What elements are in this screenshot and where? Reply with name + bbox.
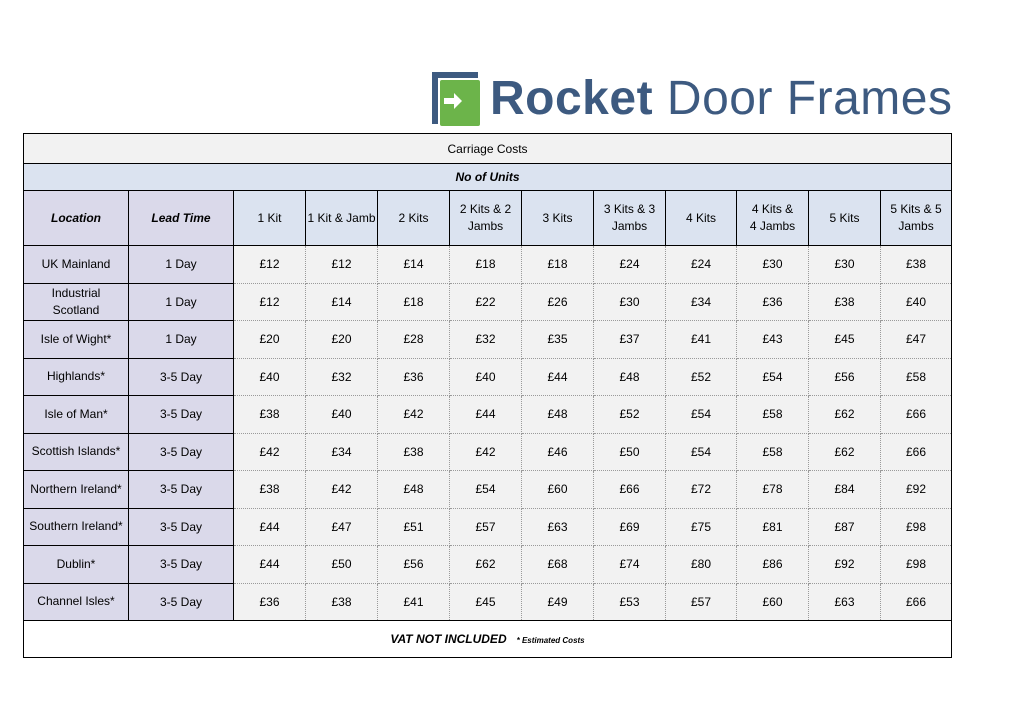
column-header xyxy=(881,191,952,246)
price-cell: £20 xyxy=(306,321,378,359)
price-cell: £98 xyxy=(881,546,952,584)
price-cell: £40 xyxy=(306,396,378,434)
price-cell: £34 xyxy=(666,283,737,321)
cell-line: Jambs xyxy=(898,219,934,233)
price-cell: £41 xyxy=(378,583,450,621)
cell-line: Isle of Wight* xyxy=(40,331,112,346)
lead-time-cell: 1 Day xyxy=(129,283,234,321)
price-cell: £45 xyxy=(809,321,881,359)
cell-line: Highlands* xyxy=(46,369,106,384)
price-cell: £14 xyxy=(378,246,450,284)
price-cell: £66 xyxy=(881,583,952,621)
table-row xyxy=(24,471,952,509)
price-cell: £87 xyxy=(809,508,881,546)
price-cell: £22 xyxy=(450,283,522,321)
units-label: No of Units xyxy=(24,164,952,191)
price-cell: £38 xyxy=(234,396,306,434)
price-cell: £68 xyxy=(522,546,594,584)
price-cell: £43 xyxy=(737,321,809,359)
cell-line: Industrial xyxy=(51,285,101,300)
price-cell: £56 xyxy=(809,358,881,396)
price-cell: £24 xyxy=(594,246,666,284)
cell-line: Scottish Islands* xyxy=(31,444,121,459)
price-cell: £20 xyxy=(234,321,306,359)
footer-row xyxy=(24,621,952,658)
cell-line: 2 Kits & 2 xyxy=(459,202,512,216)
price-cell: £66 xyxy=(881,396,952,434)
price-cell: £46 xyxy=(522,433,594,471)
column-header xyxy=(522,191,594,246)
price-cell: £50 xyxy=(306,546,378,584)
location-cell xyxy=(24,321,129,359)
price-cell: £75 xyxy=(666,508,737,546)
location-cell xyxy=(24,396,129,434)
price-cell: £57 xyxy=(666,583,737,621)
location-cell xyxy=(24,433,129,471)
price-cell: £36 xyxy=(737,283,809,321)
price-cell: £52 xyxy=(666,358,737,396)
location-cell xyxy=(24,283,129,321)
price-cell: £60 xyxy=(522,471,594,509)
location-cell xyxy=(24,358,129,396)
lead-time-cell: 3-5 Day xyxy=(129,546,234,584)
location-cell xyxy=(24,471,129,509)
cell-line: 4 Jambs xyxy=(749,219,796,233)
price-cell: £63 xyxy=(522,508,594,546)
price-cell: £84 xyxy=(809,471,881,509)
cell-line: UK Mainland xyxy=(41,256,111,271)
price-cell: £18 xyxy=(450,246,522,284)
table-row xyxy=(24,583,952,621)
price-cell: £42 xyxy=(378,396,450,434)
price-cell: £51 xyxy=(378,508,450,546)
price-cell: £58 xyxy=(737,433,809,471)
price-cell: £42 xyxy=(234,433,306,471)
header-row xyxy=(24,191,952,246)
table-row xyxy=(24,546,952,584)
table-row xyxy=(24,283,952,321)
estimated-note: * Estimated Costs xyxy=(516,636,585,645)
price-cell: £12 xyxy=(306,246,378,284)
location-cell xyxy=(24,583,129,621)
table-row xyxy=(24,396,952,434)
cell-line: Jambs xyxy=(611,219,648,233)
cell-line: Northern Ireland* xyxy=(30,481,122,496)
brand-name xyxy=(490,68,952,130)
cell-line: 5 Kits & 5 xyxy=(890,202,942,216)
table-row xyxy=(24,246,952,284)
price-cell: £36 xyxy=(378,358,450,396)
price-cell: £32 xyxy=(450,321,522,359)
price-cell: £62 xyxy=(809,396,881,434)
price-cell: £80 xyxy=(666,546,737,584)
cell-line: 1 Kit xyxy=(257,210,282,225)
location-cell xyxy=(24,546,129,584)
door-frame-icon xyxy=(426,68,486,130)
price-cell: £42 xyxy=(450,433,522,471)
location-header: Location xyxy=(24,191,129,246)
price-cell: £86 xyxy=(737,546,809,584)
cell-line: Dublin* xyxy=(56,556,96,571)
cell-line: 4 Kits & xyxy=(751,202,794,216)
brand-name-part1: Rocket xyxy=(490,72,654,125)
price-cell: £18 xyxy=(378,283,450,321)
price-cell: £37 xyxy=(594,321,666,359)
price-cell: £54 xyxy=(737,358,809,396)
price-cell: £35 xyxy=(522,321,594,359)
price-cell: £38 xyxy=(881,246,952,284)
price-cell: £48 xyxy=(522,396,594,434)
cell-line: Jambs xyxy=(467,219,504,233)
table-row xyxy=(24,321,952,359)
price-cell: £14 xyxy=(306,283,378,321)
lead-time-cell: 1 Day xyxy=(129,321,234,359)
lead-time-cell: 3-5 Day xyxy=(129,433,234,471)
price-cell: £30 xyxy=(737,246,809,284)
price-cell: £12 xyxy=(234,246,306,284)
cell-line: 3 Kits xyxy=(542,210,573,225)
location-cell xyxy=(24,508,129,546)
price-cell: £48 xyxy=(594,358,666,396)
column-header xyxy=(737,191,809,246)
lead-time-cell: 3-5 Day xyxy=(129,508,234,546)
price-cell: £81 xyxy=(737,508,809,546)
price-cell: £28 xyxy=(378,321,450,359)
price-cell: £38 xyxy=(306,583,378,621)
price-cell: £47 xyxy=(306,508,378,546)
cell-line: Scotland xyxy=(52,302,100,317)
price-cell: £32 xyxy=(306,358,378,396)
price-cell: £56 xyxy=(378,546,450,584)
price-cell: £40 xyxy=(234,358,306,396)
column-header xyxy=(809,191,881,246)
price-cell: £12 xyxy=(234,283,306,321)
footer-note xyxy=(24,621,952,658)
price-cell: £38 xyxy=(234,471,306,509)
price-cell: £69 xyxy=(594,508,666,546)
price-cell: £30 xyxy=(809,246,881,284)
price-cell: £92 xyxy=(881,471,952,509)
price-cell: £26 xyxy=(522,283,594,321)
lead-time-cell: 3-5 Day xyxy=(129,471,234,509)
lead-time-cell: 3-5 Day xyxy=(129,583,234,621)
price-cell: £36 xyxy=(234,583,306,621)
lead-time-header: Lead Time xyxy=(129,191,234,246)
price-cell: £62 xyxy=(809,433,881,471)
price-cell: £74 xyxy=(594,546,666,584)
lead-time-cell: 3-5 Day xyxy=(129,396,234,434)
column-header xyxy=(450,191,522,246)
cell-line: 4 Kits xyxy=(685,210,716,225)
table-row xyxy=(24,358,952,396)
price-cell: £49 xyxy=(522,583,594,621)
cell-line: 5 Kits xyxy=(829,210,860,225)
price-cell: £40 xyxy=(450,358,522,396)
brand-logo xyxy=(426,68,952,130)
price-cell: £38 xyxy=(809,283,881,321)
price-cell: £52 xyxy=(594,396,666,434)
price-cell: £42 xyxy=(306,471,378,509)
price-cell: £57 xyxy=(450,508,522,546)
price-cell: £34 xyxy=(306,433,378,471)
price-cell: £45 xyxy=(450,583,522,621)
price-cell: £66 xyxy=(594,471,666,509)
price-cell: £50 xyxy=(594,433,666,471)
price-cell: £38 xyxy=(378,433,450,471)
cell-line: Channel Isles* xyxy=(37,594,115,609)
price-cell: £41 xyxy=(666,321,737,359)
price-cell: £24 xyxy=(666,246,737,284)
column-header xyxy=(234,191,306,246)
price-cell: £78 xyxy=(737,471,809,509)
price-cell: £53 xyxy=(594,583,666,621)
cell-line: 1 Kit & Jamb xyxy=(307,210,376,225)
column-header xyxy=(666,191,737,246)
vat-note: VAT NOT INCLUDED xyxy=(390,632,507,646)
table-title: Carriage Costs xyxy=(24,134,952,164)
table-row xyxy=(24,433,952,471)
price-cell: £63 xyxy=(809,583,881,621)
price-cell: £48 xyxy=(378,471,450,509)
lead-time-cell: 3-5 Day xyxy=(129,358,234,396)
cell-line: Isle of Man* xyxy=(44,406,108,421)
location-cell xyxy=(24,246,129,284)
price-cell: £44 xyxy=(234,508,306,546)
column-header xyxy=(594,191,666,246)
column-header xyxy=(306,191,378,246)
price-cell: £30 xyxy=(594,283,666,321)
price-cell: £44 xyxy=(522,358,594,396)
price-cell: £40 xyxy=(881,283,952,321)
price-cell: £98 xyxy=(881,508,952,546)
price-cell: £44 xyxy=(234,546,306,584)
price-cell: £54 xyxy=(666,433,737,471)
cell-line: Southern Ireland* xyxy=(29,519,123,534)
price-cell: £72 xyxy=(666,471,737,509)
price-cell: £60 xyxy=(737,583,809,621)
cell-line: 2 Kits xyxy=(398,210,429,225)
column-header xyxy=(378,191,450,246)
price-cell: £44 xyxy=(450,396,522,434)
brand-name-part2: Door Frames xyxy=(666,72,953,125)
price-cell: £58 xyxy=(881,358,952,396)
table-row xyxy=(24,508,952,546)
lead-time-cell: 1 Day xyxy=(129,246,234,284)
cell-line: 3 Kits & 3 xyxy=(603,202,656,216)
price-cell: £47 xyxy=(881,321,952,359)
price-cell: £54 xyxy=(450,471,522,509)
price-cell: £66 xyxy=(881,433,952,471)
price-cell: £58 xyxy=(737,396,809,434)
carriage-costs-table xyxy=(23,133,952,658)
price-cell: £62 xyxy=(450,546,522,584)
price-cell: £18 xyxy=(522,246,594,284)
price-cell: £92 xyxy=(809,546,881,584)
price-cell: £54 xyxy=(666,396,737,434)
